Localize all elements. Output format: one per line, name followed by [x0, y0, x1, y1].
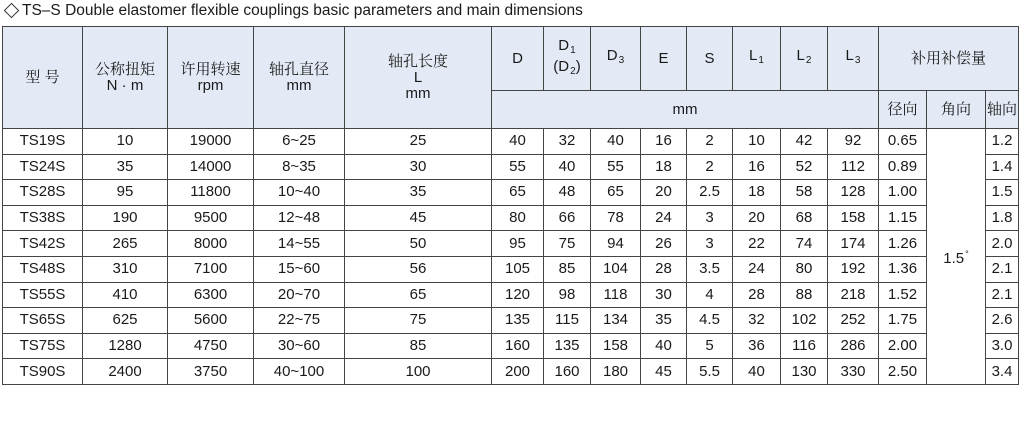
- header-S: S: [687, 27, 733, 91]
- table-row: [3, 256, 1019, 282]
- cell-l3: 330: [828, 359, 879, 385]
- cell-axial: 1.5: [986, 180, 1019, 206]
- cell-d1: 98: [544, 282, 591, 308]
- header-L1: $L_1$: [733, 27, 781, 91]
- cell-d1: 48: [544, 180, 591, 206]
- cell-d: 135: [492, 308, 544, 334]
- cell-bore: 22~75: [254, 308, 345, 334]
- cell-torque: 310: [83, 256, 168, 282]
- cell-d3: 104: [591, 256, 641, 282]
- cell-d1: 160: [544, 359, 591, 385]
- cell-l3: 252: [828, 308, 879, 334]
- cell-model: TS55S: [3, 282, 83, 308]
- cell-s: 3: [687, 231, 733, 257]
- cell-s: 2: [687, 154, 733, 180]
- header-bore: 轴孔直径 mm: [254, 27, 345, 129]
- cell-l1: 36: [733, 333, 781, 359]
- cell-speed: 11800: [168, 180, 254, 206]
- cell-d: 80: [492, 205, 544, 231]
- cell-l1: 28: [733, 282, 781, 308]
- cell-torque: 1280: [83, 333, 168, 359]
- cell-e: 40: [641, 333, 687, 359]
- header-radial: 径向: [879, 91, 927, 129]
- table-row: [3, 180, 1019, 206]
- table-body: [3, 129, 1019, 385]
- header-speed: 许用转速 rpm: [168, 27, 254, 129]
- cell-d1: 40: [544, 154, 591, 180]
- cell-d3: 94: [591, 231, 641, 257]
- cell-axial: 2.1: [986, 282, 1019, 308]
- cell-l1: 22: [733, 231, 781, 257]
- cell-s: 2: [687, 129, 733, 155]
- cell-axial: 2.1: [986, 256, 1019, 282]
- title-text: TS–S Double elastomer flexible couplings basic parameters and main dimensions: [22, 2, 583, 19]
- cell-model: TS48S: [3, 256, 83, 282]
- cell-radial: 1.26: [879, 231, 927, 257]
- cell-axial: 3.0: [986, 333, 1019, 359]
- cell-radial: 1.52: [879, 282, 927, 308]
- cell-l3: 286: [828, 333, 879, 359]
- cell-torque: 625: [83, 308, 168, 334]
- cell-length: 65: [345, 282, 492, 308]
- header-axial: 轴向: [986, 91, 1019, 129]
- cell-s: 4: [687, 282, 733, 308]
- cell-d1: 85: [544, 256, 591, 282]
- cell-d3: 180: [591, 359, 641, 385]
- cell-d: 40: [492, 129, 544, 155]
- cell-torque: 10: [83, 129, 168, 155]
- cell-length: 35: [345, 180, 492, 206]
- table-row: [3, 333, 1019, 359]
- cell-l3: 92: [828, 129, 879, 155]
- cell-l1: 24: [733, 256, 781, 282]
- table-row: [3, 129, 1019, 155]
- cell-bore: 40~100: [254, 359, 345, 385]
- cell-length: 100: [345, 359, 492, 385]
- header-mm-unit: mm: [492, 91, 879, 129]
- diamond-bullet-icon: [4, 3, 20, 19]
- cell-e: 26: [641, 231, 687, 257]
- cell-l3: 218: [828, 282, 879, 308]
- cell-bore: 8~35: [254, 154, 345, 180]
- cell-l3: 112: [828, 154, 879, 180]
- cell-bore: 12~48: [254, 205, 345, 231]
- cell-d: 95: [492, 231, 544, 257]
- cell-torque: 265: [83, 231, 168, 257]
- cell-model: TS28S: [3, 180, 83, 206]
- cell-l3: 128: [828, 180, 879, 206]
- cell-d1: 66: [544, 205, 591, 231]
- cell-length: 25: [345, 129, 492, 155]
- cell-model: TS90S: [3, 359, 83, 385]
- cell-radial: 0.89: [879, 154, 927, 180]
- cell-d: 160: [492, 333, 544, 359]
- cell-axial: 3.4: [986, 359, 1019, 385]
- cell-radial: 2.00: [879, 333, 927, 359]
- cell-l2: 58: [781, 180, 828, 206]
- cell-speed: 19000: [168, 129, 254, 155]
- cell-s: 5.5: [687, 359, 733, 385]
- cell-e: 35: [641, 308, 687, 334]
- header-angular: 角向: [927, 91, 986, 129]
- cell-l2: 116: [781, 333, 828, 359]
- cell-speed: 7100: [168, 256, 254, 282]
- cell-model: TS65S: [3, 308, 83, 334]
- cell-torque: 95: [83, 180, 168, 206]
- cell-d: 120: [492, 282, 544, 308]
- cell-l2: 80: [781, 256, 828, 282]
- cell-speed: 14000: [168, 154, 254, 180]
- cell-length: 30: [345, 154, 492, 180]
- cell-s: 4.5: [687, 308, 733, 334]
- cell-speed: 5600: [168, 308, 254, 334]
- header-model: 型 号: [3, 27, 83, 129]
- cell-speed: 3750: [168, 359, 254, 385]
- cell-s: 3: [687, 205, 733, 231]
- cell-d: 105: [492, 256, 544, 282]
- cell-l1: 20: [733, 205, 781, 231]
- angular-unit: °: [965, 248, 969, 259]
- header-D1-D2: $D_1$ $(D_2)$: [544, 27, 591, 91]
- table-row: [3, 308, 1019, 334]
- cell-speed: 6300: [168, 282, 254, 308]
- cell-d1: 115: [544, 308, 591, 334]
- cell-l2: 74: [781, 231, 828, 257]
- cell-axial: 1.4: [986, 154, 1019, 180]
- header-D3: $D_3$: [591, 27, 641, 91]
- angular-value: 1.5: [943, 249, 965, 267]
- cell-speed: 8000: [168, 231, 254, 257]
- cell-axial: 1.2: [986, 129, 1019, 155]
- cell-l1: 10: [733, 129, 781, 155]
- cell-d3: 118: [591, 282, 641, 308]
- cell-bore: 10~40: [254, 180, 345, 206]
- cell-d3: 55: [591, 154, 641, 180]
- cell-l2: 130: [781, 359, 828, 385]
- page-title: [2, 0, 583, 22]
- cell-l3: 192: [828, 256, 879, 282]
- cell-e: 18: [641, 154, 687, 180]
- table-row: [3, 231, 1019, 257]
- header-E: E: [641, 27, 687, 91]
- parameters-table: [2, 26, 1019, 385]
- cell-bore: 14~55: [254, 231, 345, 257]
- cell-torque: 2400: [83, 359, 168, 385]
- cell-l1: 18: [733, 180, 781, 206]
- cell-bore: 15~60: [254, 256, 345, 282]
- cell-d1: 75: [544, 231, 591, 257]
- header-compensation: 补用补偿量: [879, 27, 1019, 91]
- cell-d: 55: [492, 154, 544, 180]
- cell-length: 56: [345, 256, 492, 282]
- cell-l2: 88: [781, 282, 828, 308]
- cell-e: 16: [641, 129, 687, 155]
- table-row: [3, 282, 1019, 308]
- cell-e: 28: [641, 256, 687, 282]
- table-row: [3, 359, 1019, 385]
- cell-l3: 174: [828, 231, 879, 257]
- cell-d3: 65: [591, 180, 641, 206]
- cell-length: 45: [345, 205, 492, 231]
- cell-d: 200: [492, 359, 544, 385]
- cell-d: 65: [492, 180, 544, 206]
- cell-axial: 1.8: [986, 205, 1019, 231]
- cell-length: 85: [345, 333, 492, 359]
- cell-radial: 0.65: [879, 129, 927, 155]
- cell-axial: 2.6: [986, 308, 1019, 334]
- header-L3: $L_3$: [828, 27, 879, 91]
- cell-d1: 32: [544, 129, 591, 155]
- cell-s: 3.5: [687, 256, 733, 282]
- cell-d3: 78: [591, 205, 641, 231]
- cell-model: TS75S: [3, 333, 83, 359]
- cell-length: 75: [345, 308, 492, 334]
- cell-model: TS24S: [3, 154, 83, 180]
- cell-e: 30: [641, 282, 687, 308]
- cell-torque: 410: [83, 282, 168, 308]
- header-D: D: [492, 27, 544, 91]
- cell-radial: 1.00: [879, 180, 927, 206]
- header-L2: $L_2$: [781, 27, 828, 91]
- cell-torque: 190: [83, 205, 168, 231]
- cell-model: TS19S: [3, 129, 83, 155]
- cell-speed: 4750: [168, 333, 254, 359]
- cell-e: 24: [641, 205, 687, 231]
- cell-bore: 20~70: [254, 282, 345, 308]
- cell-d1: 135: [544, 333, 591, 359]
- table-row: [3, 154, 1019, 180]
- cell-radial: 2.50: [879, 359, 927, 385]
- cell-speed: 9500: [168, 205, 254, 231]
- cell-angular: [927, 129, 986, 385]
- cell-l2: 42: [781, 129, 828, 155]
- cell-d3: 158: [591, 333, 641, 359]
- cell-radial: 1.36: [879, 256, 927, 282]
- cell-bore: 6~25: [254, 129, 345, 155]
- cell-bore: 30~60: [254, 333, 345, 359]
- cell-d3: 40: [591, 129, 641, 155]
- cell-axial: 2.0: [986, 231, 1019, 257]
- cell-s: 2.5: [687, 180, 733, 206]
- cell-l1: 16: [733, 154, 781, 180]
- cell-s: 5: [687, 333, 733, 359]
- cell-l1: 32: [733, 308, 781, 334]
- cell-d3: 134: [591, 308, 641, 334]
- cell-length: 50: [345, 231, 492, 257]
- cell-e: 20: [641, 180, 687, 206]
- cell-radial: 1.75: [879, 308, 927, 334]
- cell-l2: 68: [781, 205, 828, 231]
- cell-l2: 52: [781, 154, 828, 180]
- cell-e: 45: [641, 359, 687, 385]
- cell-torque: 35: [83, 154, 168, 180]
- cell-l3: 158: [828, 205, 879, 231]
- header-length: 轴孔长度 L mm: [345, 27, 492, 129]
- cell-radial: 1.15: [879, 205, 927, 231]
- cell-model: TS42S: [3, 231, 83, 257]
- cell-l2: 102: [781, 308, 828, 334]
- cell-l1: 40: [733, 359, 781, 385]
- header-torque: 公称扭矩 N · m: [83, 27, 168, 129]
- table-row: [3, 205, 1019, 231]
- cell-model: TS38S: [3, 205, 83, 231]
- table-header: [3, 27, 1019, 129]
